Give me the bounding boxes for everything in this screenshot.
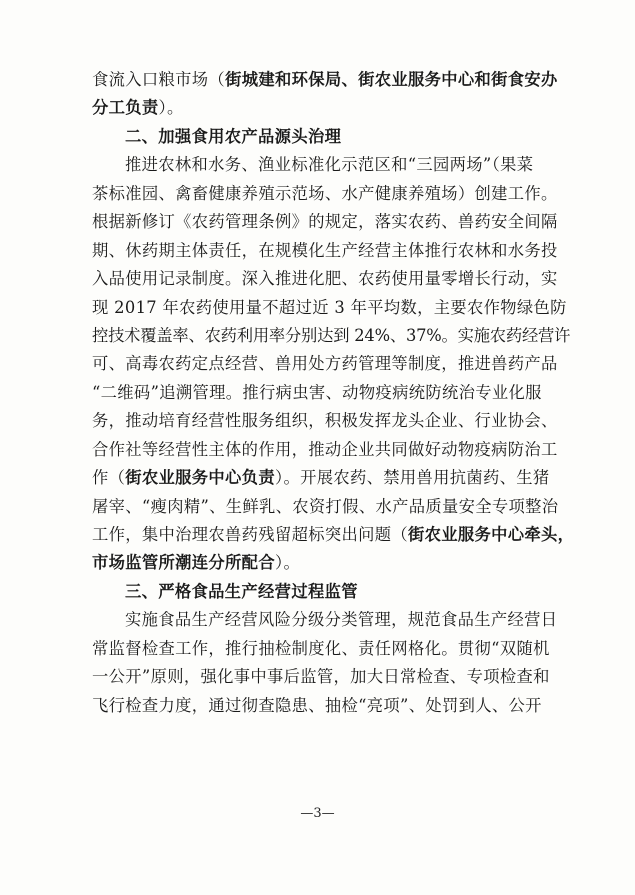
paragraph-line bbox=[92, 151, 570, 179]
text-run: 作（ bbox=[92, 468, 126, 488]
text-run: 现 2017 年农药使用量不超过近 3 年平均数，主要农作物绿色防 bbox=[92, 297, 567, 317]
paragraph-line bbox=[92, 549, 570, 577]
paragraph-line bbox=[92, 322, 570, 350]
heading-text: 二、加强食用农产品源头治理 bbox=[125, 126, 342, 146]
paragraph-line bbox=[92, 692, 570, 720]
paragraph-line bbox=[92, 265, 570, 293]
text-run: 一公开”原则，强化事中事后监管，加大日常检查、专项检查和 bbox=[92, 667, 550, 687]
text-run: 飞行检查力度，通过彻查隐患、抽检“亮项”、处罚到人、公开 bbox=[92, 695, 542, 715]
text-run: 根据新修订《农药管理条例》的规定，落实农药、兽药安全间隔 bbox=[92, 212, 558, 232]
text-run: 合作社等经营性主体的作用，推动企业共同做好动物疫病防治工 bbox=[92, 439, 558, 459]
responsibility-text: 分工负责 bbox=[92, 98, 159, 118]
responsibility-text: 街农业服务中心牵头， bbox=[408, 525, 575, 544]
text-run: 食流入口粮市场（ bbox=[92, 70, 226, 89]
text-run: 可、高毒农药定点经营、兽用处方药管理等制度，推进兽药产品 bbox=[92, 354, 558, 374]
paragraph-line bbox=[92, 663, 570, 691]
text-run: 入品使用记录制度。深入推进化肥、农药使用量零增长行动，实 bbox=[92, 269, 558, 289]
text-run: ）。 bbox=[274, 553, 301, 573]
paragraph-line bbox=[92, 350, 570, 378]
paragraph-line bbox=[92, 493, 570, 521]
page-number: —3— bbox=[300, 806, 335, 821]
text-run: ）。开展农药、禁用兽用抗菌药、生猪 bbox=[274, 468, 550, 488]
text-run: 工作，集中治理农兽药残留超标突出问题（ bbox=[92, 525, 408, 544]
text-run: 常监督检查工作，推行抽检制度化、责任网格化。贯彻“双随机 bbox=[92, 638, 550, 658]
paragraph-line bbox=[92, 635, 570, 663]
text-run: 实施食品生产经营风险分级分类管理，规范食品生产经营日 bbox=[125, 610, 558, 630]
paragraph-line bbox=[92, 606, 570, 634]
text-run: ）。 bbox=[158, 98, 184, 118]
paragraph-line bbox=[92, 379, 570, 407]
text-run: 控技术覆盖率、农药利用率分别达到 24%、37%。实施农药经营许 bbox=[92, 325, 571, 345]
text-run: 茶标准园、禽畜健康养殖示范场、水产健康养殖场）创建工作。 bbox=[92, 183, 558, 203]
section-heading bbox=[92, 123, 570, 151]
paragraph-line bbox=[92, 436, 570, 464]
paragraph-line bbox=[92, 208, 570, 236]
text-run: “二维码”追溯管理。推行病虫害、动物疫病统防统治专业化服 bbox=[92, 382, 542, 402]
section-heading bbox=[92, 578, 570, 606]
text-run: 推进农林和水务、渔业标准化示范区和“三园两场”（果菜 bbox=[125, 155, 534, 175]
text-run: 务，推动培育经营性服务组织，积极发挥龙头企业、行业协会、 bbox=[92, 411, 558, 431]
paragraph-line bbox=[92, 464, 570, 492]
responsibility-text: 街农业服务中心负责 bbox=[125, 468, 275, 488]
responsibility-text: 街城建和环保局、街农业服务中心和街食安办 bbox=[225, 70, 558, 89]
paragraph-line bbox=[92, 237, 570, 265]
text-run: 期、休药期主体责任，在规模化生产经营主体推行农林和水务投 bbox=[92, 240, 558, 260]
paragraph-line bbox=[92, 407, 570, 435]
text-run: 屠宰、“瘦肉精”、生鲜乳、农资打假、水产品质量安全专项整治 bbox=[92, 496, 559, 516]
paragraph-line bbox=[92, 180, 570, 208]
paragraph-line bbox=[92, 294, 570, 322]
responsibility-text: 市场监管所潮连分所配合 bbox=[92, 553, 275, 573]
document-body bbox=[92, 66, 575, 720]
paragraph-line bbox=[92, 66, 570, 94]
paragraph-line bbox=[92, 94, 570, 122]
paragraph-line bbox=[92, 521, 575, 549]
heading-text: 三、严格食品生产经营过程监管 bbox=[125, 581, 358, 601]
